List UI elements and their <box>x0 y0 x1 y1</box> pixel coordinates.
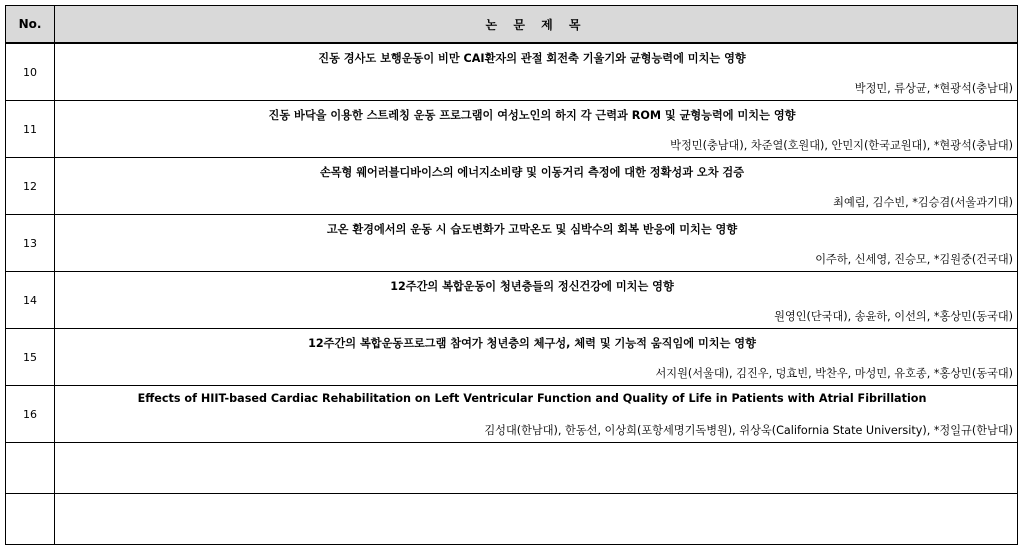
empty-cell <box>6 443 55 494</box>
table-row <box>6 43 1018 101</box>
paper-title: 12주간의 복합운동이 청년층들의 정신건강에 미치는 영향 <box>390 280 674 293</box>
paper-cell <box>55 158 1018 215</box>
table-row <box>6 272 1018 329</box>
empty-table-row <box>6 443 1018 494</box>
table-row <box>6 329 1018 386</box>
paper-cell <box>55 272 1018 329</box>
paper-title: 진동 바닥을 이용한 스트레칭 운동 프로그램이 여성노인의 하지 각 근력과 ROM 및 균형능력에 미치는 영향 <box>268 109 796 122</box>
paper-authors: 서지원(서울대), 김진우, 덩효빈, 박찬우, 마성민, 유호종, *홍상민(동국대) <box>655 367 1013 380</box>
paper-title: Effects of HIIT-based Cardiac Rehabilitation on Left Ventricular Function and Quality of Life in Patients with Atrial Fibrillation <box>137 392 927 405</box>
row-number: 14 <box>6 272 55 329</box>
table-row <box>6 158 1018 215</box>
paper-title: 고온 환경에서의 운동 시 습도변화가 고막온도 및 심박수의 회복 반응에 미치는 영향 <box>326 223 738 236</box>
table-row <box>6 386 1018 443</box>
papers-table <box>5 5 1018 545</box>
paper-cell <box>55 215 1018 272</box>
paper-cell <box>55 329 1018 386</box>
row-number: 16 <box>6 386 55 443</box>
paper-cell <box>55 101 1018 158</box>
empty-cell <box>55 443 1018 494</box>
paper-authors: 원영인(단국대), 송윤하, 이선의, *홍상민(동국대) <box>774 310 1013 323</box>
row-number: 13 <box>6 215 55 272</box>
paper-authors: 박정민(충남대), 차준열(호원대), 안민지(한국교원대), *현광석(충남대) <box>670 139 1013 152</box>
paper-title: 손목형 웨어러블디바이스의 에너지소비량 및 이동거리 측정에 대한 정확성과 오차 검증 <box>319 166 745 179</box>
paper-cell <box>55 43 1018 101</box>
row-number: 12 <box>6 158 55 215</box>
paper-cell <box>55 386 1018 443</box>
table-row <box>6 215 1018 272</box>
paper-authors: 김성대(한남대), 한동선, 이상희(포항세명기독병원), 위상욱(California State University), *정일규(한남대) <box>484 424 1013 437</box>
table-row <box>6 101 1018 158</box>
empty-table-row <box>6 494 1018 545</box>
paper-authors: 이주하, 신세영, 진승모, *김원중(건국대) <box>815 253 1013 266</box>
paper-title: 12주간의 복합운동프로그램 참여가 청년층의 체구성, 체력 및 기능적 움직임에 미치는 영향 <box>308 337 756 350</box>
table-header-row <box>6 6 1018 44</box>
paper-authors: 박정민, 류상균, *현광석(충남대) <box>854 82 1013 95</box>
row-number: 11 <box>6 101 55 158</box>
row-number: 10 <box>6 43 55 101</box>
row-number: 15 <box>6 329 55 386</box>
empty-cell <box>6 494 55 545</box>
paper-title: 진동 경사도 보행운동이 비만 CAI환자의 관절 회전축 기울기와 균형능력에 미치는 영향 <box>318 52 746 65</box>
empty-cell <box>55 494 1018 545</box>
paper-authors: 최예림, 김수빈, *김승겸(서울과기대) <box>833 196 1013 209</box>
title-column-header: 논 문 제 목 <box>55 6 1018 44</box>
no-column-header: No. <box>6 6 55 44</box>
